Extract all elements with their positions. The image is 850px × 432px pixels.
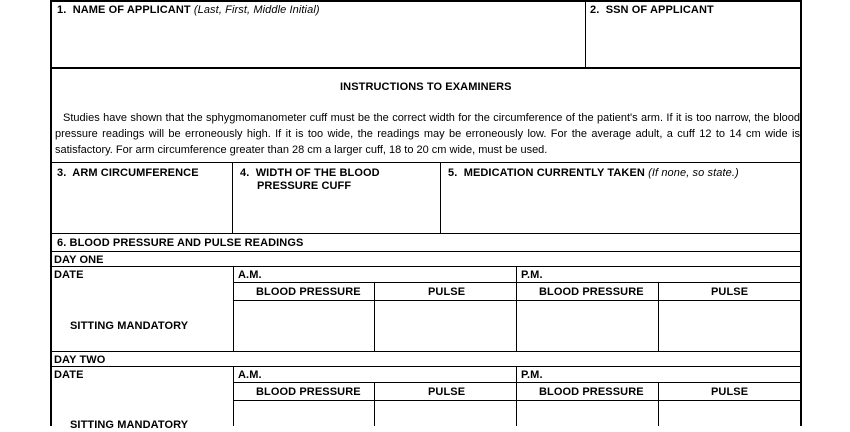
divider	[50, 162, 802, 163]
name-label: 1. NAME OF APPLICANT (Last, First, Middle Initial)	[57, 4, 320, 16]
day-two-date-field[interactable]	[54, 380, 230, 398]
cuff-label-line2: PRESSURE CUFF	[257, 180, 352, 192]
day-two-date-label: DATE	[54, 369, 84, 381]
day-one-date-field[interactable]	[54, 280, 230, 298]
day-two-am-bp-header: BLOOD PRESSURE	[256, 386, 361, 398]
divider	[440, 162, 441, 234]
day-one-pm-bp-field[interactable]	[519, 302, 656, 350]
divider	[233, 282, 802, 283]
divider	[232, 162, 233, 234]
day-two-am-label: A.M.	[238, 369, 262, 381]
cuff-width-field[interactable]	[236, 196, 438, 231]
medication-label: 5. MEDICATION CURRENTLY TAKEN (If none, so state.)	[448, 167, 739, 179]
day-one-label: DAY ONE	[54, 254, 104, 266]
instructions-title: INSTRUCTIONS TO EXAMINERS	[340, 81, 512, 93]
day-two-pm-bp-field[interactable]	[519, 402, 656, 426]
readings-section-title: 6. BLOOD PRESSURE AND PULSE READINGS	[57, 237, 304, 249]
divider	[50, 351, 802, 352]
day-two-pm-pulse-field[interactable]	[661, 402, 798, 426]
divider	[233, 400, 802, 401]
divider	[233, 266, 234, 352]
divider	[233, 366, 234, 426]
divider	[233, 300, 802, 301]
day-two-am-bp-field[interactable]	[236, 402, 372, 426]
divider	[50, 67, 802, 69]
cuff-label: 4. WIDTH OF THE BLOOD	[240, 167, 380, 179]
divider	[50, 251, 802, 252]
day-one-pm-bp-header: BLOOD PRESSURE	[539, 286, 644, 298]
divider	[233, 382, 802, 383]
day-one-am-bp-field[interactable]	[236, 302, 372, 350]
instructions-body: Studies have shown that the sphygmomanometer cuff must be the correct width for the circumference of the patient's arm. If it is too narrow, the blood pressure readings will be erroneously high. If it is too wide, the readings may be erroneously low. For the average adult, a cuff 12 to 14 cm wide is satisfactory. For arm circumference greater than 28 cm a larger cuff, 18 to 20 cm wide, must be used.	[55, 112, 800, 156]
divider	[658, 282, 659, 352]
medication-field[interactable]	[444, 184, 798, 231]
divider	[374, 382, 375, 426]
day-one-am-pulse-header: PULSE	[428, 286, 466, 298]
day-one-am-label: A.M.	[238, 269, 262, 281]
day-one-pm-label: P.M.	[521, 269, 543, 281]
day-one-am-pulse-field[interactable]	[377, 302, 514, 350]
day-two-pm-pulse-header: PULSE	[711, 386, 749, 398]
ssn-field[interactable]	[589, 20, 797, 65]
day-two-pm-bp-header: BLOOD PRESSURE	[539, 386, 644, 398]
divider	[374, 282, 375, 352]
day-one-position-label: SITTING MANDATORY	[70, 320, 189, 332]
day-one-pm-pulse-field[interactable]	[661, 302, 798, 350]
left-border	[50, 0, 52, 426]
divider	[516, 366, 517, 426]
top-border	[50, 0, 802, 2]
day-two-label: DAY TWO	[54, 354, 106, 366]
day-two-pm-label: P.M.	[521, 369, 543, 381]
divider	[585, 0, 586, 68]
day-two-am-pulse-header: PULSE	[428, 386, 466, 398]
divider	[658, 382, 659, 426]
day-two-am-pulse-field[interactable]	[377, 402, 514, 426]
divider	[50, 233, 802, 234]
day-two-position-label: SITTING MANDATORY	[70, 419, 189, 431]
ssn-label: 2. SSN OF APPLICANT	[590, 4, 714, 16]
divider	[50, 366, 802, 367]
name-field[interactable]	[54, 20, 582, 65]
arm-label: 3. ARM CIRCUMFERENCE	[57, 167, 199, 179]
day-one-pm-pulse-header: PULSE	[711, 286, 749, 298]
day-one-am-bp-header: BLOOD PRESSURE	[256, 286, 361, 298]
right-border	[800, 0, 802, 426]
divider	[50, 266, 802, 267]
day-one-date-label: DATE	[54, 269, 84, 281]
divider	[516, 266, 517, 352]
arm-circumference-field[interactable]	[54, 184, 230, 231]
